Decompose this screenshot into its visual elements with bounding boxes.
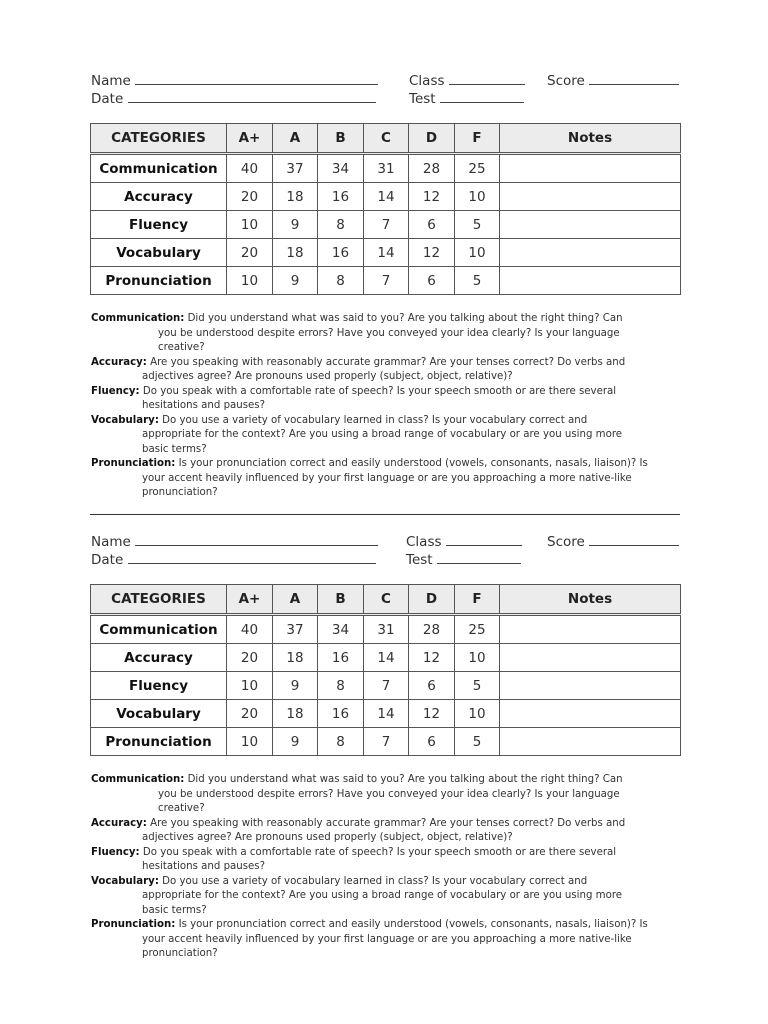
score-cell: 16 xyxy=(318,183,364,211)
category-cell: Communication xyxy=(91,154,227,183)
rubric-form xyxy=(0,461,768,959)
class-field xyxy=(409,72,525,89)
description-text: Did you understand what was said to you? Are you talking about the right thing? Can xyxy=(187,774,623,785)
score-cell: 10 xyxy=(455,700,500,728)
table-row xyxy=(91,728,681,756)
score-field-label: Score xyxy=(547,73,585,89)
table-row xyxy=(91,615,681,644)
score-cell: 14 xyxy=(364,183,409,211)
category-cell: Fluency xyxy=(91,211,227,239)
table-header-row xyxy=(91,124,681,154)
score-cell: 9 xyxy=(273,672,318,700)
score-cell: 25 xyxy=(455,154,500,183)
description-term: Accuracy: xyxy=(91,817,147,829)
score-cell: 37 xyxy=(273,154,318,183)
name-field-line[interactable] xyxy=(135,72,378,85)
score-cell: 12 xyxy=(409,700,455,728)
description-text: appropriate for the context? Are you using a broad range of vocabulary or are you using more xyxy=(142,429,623,440)
description-text: pronunciation? xyxy=(142,948,218,959)
category-cell: Pronunciation xyxy=(91,267,227,295)
score-cell: 34 xyxy=(318,154,364,183)
table-row xyxy=(91,672,681,700)
test-field xyxy=(409,90,524,107)
description-text: Is your pronunciation correct and easily understood (vowels, consonants, nasals, liaison)? Is xyxy=(178,458,648,469)
score-cell: 40 xyxy=(227,615,273,644)
name-field-line[interactable] xyxy=(135,533,378,546)
date-field-label: Date xyxy=(91,552,124,568)
score-cell: 9 xyxy=(273,211,318,239)
score-cell: 14 xyxy=(364,239,409,267)
table-header-row xyxy=(91,585,681,615)
description-block xyxy=(91,918,681,962)
score-cell: 9 xyxy=(273,728,318,756)
description-text: pronunciation? xyxy=(142,487,218,498)
score-cell: 10 xyxy=(227,728,273,756)
name-field xyxy=(91,72,378,89)
test-field-label: Test xyxy=(406,552,433,568)
date-field xyxy=(91,551,376,568)
score-cell: 6 xyxy=(409,728,455,756)
class-field-line[interactable] xyxy=(446,533,522,546)
column-header: D xyxy=(409,585,455,615)
description-text: appropriate for the context? Are you using a broad range of vocabulary or are you using more xyxy=(142,890,623,901)
score-cell: 7 xyxy=(364,728,409,756)
description-term: Pronunciation: xyxy=(91,919,176,930)
score-cell: 10 xyxy=(227,211,273,239)
score-cell: 7 xyxy=(364,672,409,700)
score-cell: 5 xyxy=(455,267,500,295)
score-cell: 16 xyxy=(318,700,364,728)
description-block xyxy=(91,312,681,356)
column-header: F xyxy=(455,585,500,615)
class-field-label: Class xyxy=(409,73,445,89)
score-cell: 8 xyxy=(318,728,364,756)
score-cell: 10 xyxy=(455,239,500,267)
score-cell: 40 xyxy=(227,154,273,183)
notes-cell[interactable] xyxy=(500,239,681,267)
score-cell: 18 xyxy=(273,239,318,267)
category-cell: Pronunciation xyxy=(91,728,227,756)
score-cell: 10 xyxy=(455,183,500,211)
table-row xyxy=(91,239,681,267)
notes-cell[interactable] xyxy=(500,615,681,644)
score-cell: 28 xyxy=(409,154,455,183)
date-field-label: Date xyxy=(91,91,124,107)
name-field xyxy=(91,533,378,550)
score-cell: 12 xyxy=(409,644,455,672)
notes-cell[interactable] xyxy=(500,700,681,728)
score-cell: 37 xyxy=(273,615,318,644)
column-header: A xyxy=(273,124,318,154)
column-header: CATEGORIES xyxy=(91,585,227,615)
column-header: C xyxy=(364,124,409,154)
description-term: Pronunciation: xyxy=(91,458,176,469)
category-cell: Vocabulary xyxy=(91,700,227,728)
test-field xyxy=(406,551,521,568)
description-text: creative? xyxy=(158,342,205,353)
description-term: Vocabulary: xyxy=(91,875,159,887)
notes-cell[interactable] xyxy=(500,267,681,295)
description-text: basic terms? xyxy=(142,904,207,916)
table-row xyxy=(91,644,681,672)
column-header: A+ xyxy=(227,585,273,615)
score-cell: 8 xyxy=(318,672,364,700)
column-header: D xyxy=(409,124,455,154)
score-field-line[interactable] xyxy=(589,533,679,546)
notes-cell[interactable] xyxy=(500,644,681,672)
score-cell: 14 xyxy=(364,700,409,728)
description-text: hesitations and pauses? xyxy=(142,861,266,872)
description-text: Do you use a variety of vocabulary learned in class? Is your vocabulary correct and xyxy=(162,414,588,426)
notes-cell[interactable] xyxy=(500,728,681,756)
table-row xyxy=(91,267,681,295)
description-term: Communication: xyxy=(91,313,185,324)
score-cell: 6 xyxy=(409,672,455,700)
description-text: Is your pronunciation correct and easily understood (vowels, consonants, nasals, liaison)? Is xyxy=(178,919,648,930)
column-header: CATEGORIES xyxy=(91,124,227,154)
category-cell: Fluency xyxy=(91,672,227,700)
score-field-line[interactable] xyxy=(589,72,679,85)
description-text: hesitations and pauses? xyxy=(142,400,266,411)
score-cell: 12 xyxy=(409,183,455,211)
description-block xyxy=(91,385,681,414)
score-cell: 31 xyxy=(364,615,409,644)
score-cell: 31 xyxy=(364,154,409,183)
description-text: your accent heavily influenced by your first language or are you approaching a more native-like xyxy=(142,933,632,945)
description-text: adjectives agree? Are pronouns used properly (subject, object, relative)? xyxy=(142,371,513,382)
description-text: Did you understand what was said to you? Are you talking about the right thing? Can xyxy=(187,313,623,324)
category-cell: Accuracy xyxy=(91,644,227,672)
description-text: Are you speaking with reasonably accurate grammar? Are your tenses correct? Do verbs and xyxy=(150,356,626,368)
column-header: Notes xyxy=(500,585,681,615)
score-cell: 6 xyxy=(409,211,455,239)
notes-cell[interactable] xyxy=(500,211,681,239)
table-row xyxy=(91,700,681,728)
table-row xyxy=(91,183,681,211)
column-header: B xyxy=(318,585,364,615)
description-text: Do you speak with a comfortable rate of speech? Is your speech smooth or are there several xyxy=(142,385,617,397)
score-cell: 5 xyxy=(455,211,500,239)
score-cell: 20 xyxy=(227,700,273,728)
description-block xyxy=(91,875,681,919)
score-cell: 10 xyxy=(455,644,500,672)
description-block xyxy=(91,846,681,875)
description-block xyxy=(91,414,681,458)
column-header: B xyxy=(318,124,364,154)
date-field-line[interactable] xyxy=(128,90,376,103)
score-cell: 14 xyxy=(364,644,409,672)
score-cell: 9 xyxy=(273,267,318,295)
score-field xyxy=(547,533,679,550)
score-cell: 10 xyxy=(227,267,273,295)
score-cell: 28 xyxy=(409,615,455,644)
description-text: Do you speak with a comfortable rate of speech? Is your speech smooth or are there several xyxy=(142,846,617,858)
class-field xyxy=(406,533,522,550)
description-block xyxy=(91,773,681,817)
score-cell: 20 xyxy=(227,644,273,672)
rubric-form xyxy=(0,0,768,498)
class-field-line[interactable] xyxy=(449,72,525,85)
score-cell: 16 xyxy=(318,239,364,267)
test-field-line[interactable] xyxy=(437,551,521,564)
description-text: you be understood despite errors? Have you conveyed your idea clearly? Is your language xyxy=(158,788,620,800)
notes-cell[interactable] xyxy=(500,672,681,700)
column-header: A xyxy=(273,585,318,615)
score-cell: 16 xyxy=(318,644,364,672)
section-divider xyxy=(90,514,680,515)
category-cell: Vocabulary xyxy=(91,239,227,267)
score-cell: 18 xyxy=(273,183,318,211)
score-field-label: Score xyxy=(547,534,585,550)
score-cell: 5 xyxy=(455,728,500,756)
score-cell: 34 xyxy=(318,615,364,644)
score-cell: 8 xyxy=(318,267,364,295)
score-cell: 25 xyxy=(455,615,500,644)
score-cell: 6 xyxy=(409,267,455,295)
description-text: you be understood despite errors? Have you conveyed your idea clearly? Is your language xyxy=(158,327,620,339)
class-field-label: Class xyxy=(406,534,442,550)
column-header: A+ xyxy=(227,124,273,154)
table-row xyxy=(91,154,681,183)
score-cell: 12 xyxy=(409,239,455,267)
score-cell: 7 xyxy=(364,211,409,239)
description-term: Fluency: xyxy=(91,385,140,397)
category-descriptions xyxy=(91,773,681,962)
description-block xyxy=(91,356,681,385)
score-cell: 20 xyxy=(227,183,273,211)
score-cell: 20 xyxy=(227,239,273,267)
column-header: F xyxy=(455,124,500,154)
description-text: Do you use a variety of vocabulary learned in class? Is your vocabulary correct and xyxy=(162,875,588,887)
test-field-label: Test xyxy=(409,91,436,107)
date-field-line[interactable] xyxy=(128,551,376,564)
notes-cell[interactable] xyxy=(500,154,681,183)
description-text: adjectives agree? Are pronouns used properly (subject, object, relative)? xyxy=(142,832,513,843)
column-header: Notes xyxy=(500,124,681,154)
description-text: creative? xyxy=(158,803,205,814)
column-header: C xyxy=(364,585,409,615)
description-block xyxy=(91,817,681,846)
score-field xyxy=(547,72,679,89)
description-term: Vocabulary: xyxy=(91,414,159,426)
description-text: your accent heavily influenced by your first language or are you approaching a more native-like xyxy=(142,472,632,484)
name-field-label: Name xyxy=(91,534,131,550)
score-cell: 7 xyxy=(364,267,409,295)
description-text: Are you speaking with reasonably accurate grammar? Are your tenses correct? Do verbs and xyxy=(150,817,626,829)
category-cell: Communication xyxy=(91,615,227,644)
score-cell: 18 xyxy=(273,700,318,728)
description-term: Fluency: xyxy=(91,846,140,858)
score-cell: 8 xyxy=(318,211,364,239)
name-field-label: Name xyxy=(91,73,131,89)
table-row xyxy=(91,211,681,239)
grading-table xyxy=(90,584,681,756)
description-term: Communication: xyxy=(91,774,185,785)
score-cell: 5 xyxy=(455,672,500,700)
grading-table xyxy=(90,123,681,295)
category-cell: Accuracy xyxy=(91,183,227,211)
date-field xyxy=(91,90,376,107)
test-field-line[interactable] xyxy=(440,90,524,103)
description-term: Accuracy: xyxy=(91,356,147,368)
notes-cell[interactable] xyxy=(500,183,681,211)
description-text: basic terms? xyxy=(142,443,207,455)
score-cell: 10 xyxy=(227,672,273,700)
score-cell: 18 xyxy=(273,644,318,672)
